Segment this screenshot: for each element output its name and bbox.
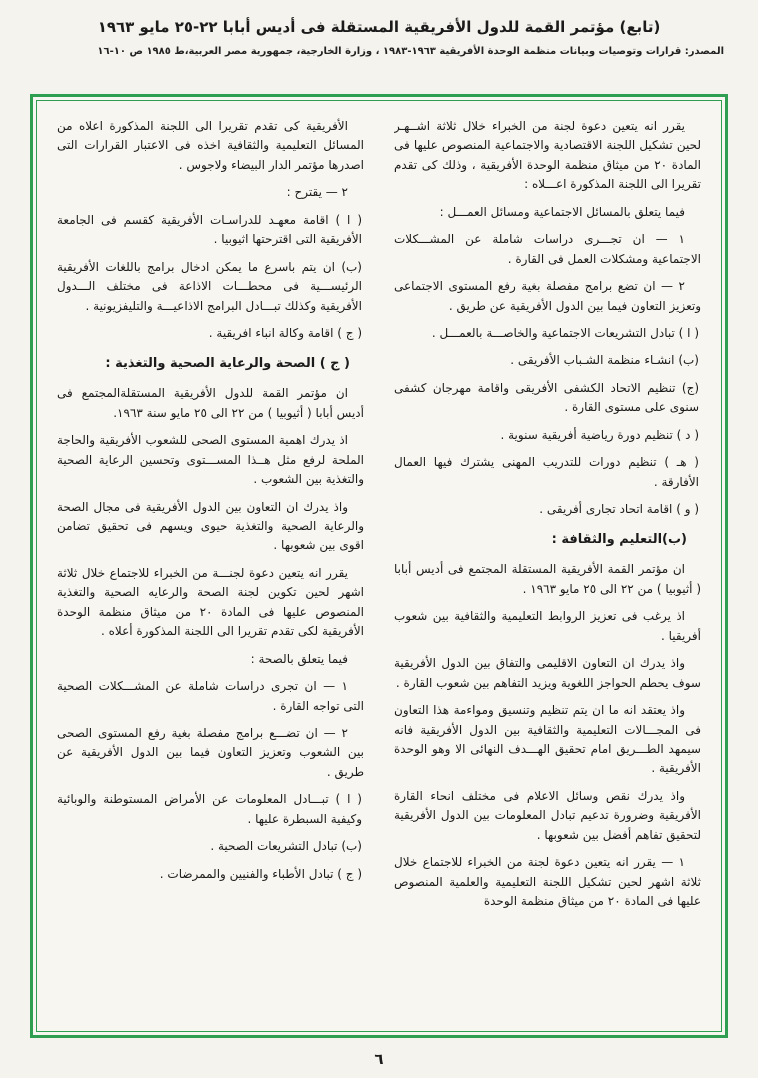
paragraph: واذ يدرك ان التعاون بين الدول الأفريقية فى مجال الصحة والرعاية الصحية والتغذية حيوى ويسهم فى تحقيق تضامن اقوى بين شعوبها . xyxy=(57,499,364,553)
paragraph: ( ج ) اقامة وكالة انباء افريقية . xyxy=(208,325,362,340)
paragraph: ( ا ) تبـــادل المعلومات عن الأمراض المستوطنة والوبائية وكيفية السبطرة عليها . xyxy=(57,792,362,826)
paragraph: (ج) تنظيم الاتحاد الكشفى الأفريقى واقامة مهرجان كشفى سنوى على مستوى القارة . xyxy=(394,380,699,415)
paragraph: واذ يدرك نقص وسائل الاعلام فى مختلف انحاء القارة الأفريقية وضرورة تدعيم تبادل المعلومات بين الدول الأفريقية لتحقيق تفاهم أفضل بين شعوبها . xyxy=(394,788,701,842)
two-column-layout xyxy=(57,117,701,1021)
document-frame xyxy=(30,94,728,1038)
paragraph: واذ يعتقد انه ما ان يتم تنظيم وتنسيق ومواءمة هذا التعاون فى المجـــالات التعليمية والثقافية بين الدول الأفريقية فانه سيمهد الطـــريق امام تحقيق الهـــدف النهائى الا وهو الوحدة الأفريقية . xyxy=(394,703,701,776)
paragraph: ١ — يقرر انه يتعين دعوة لجنة من الخبراء للاجتماع خلال ثلاثة اشهر لحين تشكيل اللجنة التعليمية والعلمية المنصوص عليها فى المادة ٢٠ من ميثاق منظمة الوحدة xyxy=(394,855,701,909)
paragraph: فيما يتعلق بالمسائل الاجتماعية ومسائل العمـــل : xyxy=(439,204,685,219)
paragraph: (ب) تبادل التشريعات الصحية . xyxy=(210,839,362,854)
paragraph: فيما يتعلق بالصحة : xyxy=(250,651,348,666)
source-line: المصدر: قرارات وتوصيات وبيانات منظمة الوحدة الأفريقية ١٩٦٣-١٩٨٣ ، وزارة الخارجية، جمهورية مصر العربية،ط ١٩٨٥ ص ١٠-١٦ xyxy=(97,46,724,57)
paragraph: ان مؤتمر القمة للدول الأفريقية المستقلةالمجتمع فى أديس أبابا ( أثيوبيا ) من ٢٢ الى ٢٥ مايو سنة ١٩٦٣. xyxy=(57,386,364,420)
section-heading: ( ج ) الصحة والرعاية الصحية والتغذية : xyxy=(105,356,350,372)
paragraph: واذ يدرك ان التعاون الاقليمى والتفاق بين الدول الأفريقية سوف يحطم الحواجز اللغوية ويزيد التفاهم بين شعوب القارة . xyxy=(394,656,701,690)
page-number: ٦ xyxy=(374,1050,384,1068)
paragraph: اذ يدرك اهمية المستوى الصحى للشعوب الأفريقية والحاجة الملحة لرفع مثل هــذا المســـتوى وتحسين الرعاية الصحية والتغذية بين الشعوب . xyxy=(57,433,364,487)
paragraph: يقرر انه يتعين دعوة لجنـــة من الخبراء للاجتماع خلال ثلاثة اشهر لحين تكوين لجنة الصحة والرعايه الصحية والتغذية المنصوص عليها فى المادة ٢٠ من ميثاق منظمة الوحدة الأفريقية لكى تقدم تقريرا الى اللجنة المذكورة أعلاه . xyxy=(57,565,364,639)
paragraph: الأفريقية كى تقدم تقريرا الى اللجنة المذكورة اعلاه من المسائل التعليمية والثقافية اخذه فى الاعتبار القرارات التى اصدرها مؤتمر الدار البيضاء ولاجوس . xyxy=(57,119,364,172)
paragraph: ( ج ) تبادل الأطباء والفنيين والممرضات . xyxy=(159,866,362,881)
section-heading: (ب)التعليم والثقافة : xyxy=(551,532,687,548)
paragraph: ١ — ان تجرى دراسات شاملة عن المشـــكلات الصحية التى تواجه القارة . xyxy=(57,679,364,713)
paragraph: ١ — ان تجـــرى دراسات شاملة عن المشـــكلات الاجتماعية ومشكلات العمل فى القارة . xyxy=(394,232,701,266)
paragraph: ٢ — يقترح : xyxy=(286,185,348,200)
paragraph: (ب) انشـاء منظمة الشـباب الأفريقى . xyxy=(510,353,699,368)
paragraph: اذ يرغب فى تعزيز الروابط التعليمية والثقافية بين شعوب أفريقيا . xyxy=(394,609,701,643)
paragraph: ان مؤتمر القمة الأفريقية المستقلة المجتمع فى أديس أبابا ( أثيوبيا ) من ٢٢ الى ٢٥ مايو ١٩٦٣ . xyxy=(394,562,701,596)
left-column xyxy=(57,117,364,1021)
paragraph: ٢ — ان تضـــع برامج مفصلة بغية رفع المستوى الصحى بين الشعوب وتعزيز التعاون فيما بين الدول الأفريقية عن طريق . xyxy=(57,725,364,779)
paragraph: يقرر انه يتعين دعوة لجنة من الخبراء خلال ثلاثة اشــهـر لحين تشكيل اللجنة الاقتصادية والاجتماعية المنصوص عليها فى المادة ٢٠ من ميثاق منظمة الوحدة الأفريقية ، وذلك كى تقدم تقريرا الى اللجنة المذكورة اعـــلاه : xyxy=(394,119,701,192)
page-header xyxy=(0,0,758,57)
paragraph: ( هـ ) تنظيم دورات للتدريب المهنى يشترك فيها العمال الأفارقة . xyxy=(394,455,699,489)
paragraph: ( و ) اقامة اتحاد تجارى أفريقى . xyxy=(539,502,699,516)
paragraph: ( ا ) تبادل التشريعات الاجتماعية والخاصـــة بالعمـــل . xyxy=(431,325,699,340)
paragraph: ( ا ) اقامة معهـد للدراسـات الأفريقية كقسم فى الجامعة الأفريقية التى اقترحتها اثيوبيا . xyxy=(57,212,362,247)
page-title: (تابع) مؤتمر القمة للدول الأفريقية المستقلة فى أديس أبابا ٢٢-٢٥ مايو ١٩٦٣ xyxy=(97,18,661,36)
paragraph: ٢ — ان تضع برامج مفصلة بغية رفع المستوى الاجتماعى وتعزيز التعاون فيما بين الدول الأفريقية عن طريق . xyxy=(394,279,701,313)
paragraph: ( د ) تنظيم دورة رياضية أفريقية سنوية . xyxy=(500,427,699,442)
right-column xyxy=(394,117,701,1021)
paragraph: (ب) ان يتم باسرع ما يمكن ادخال برامج باللغات الأفريقية الرئيســـية فى محطـــات الاذاعة فى مختلف الـــدول الأفريقية وكذلك تبـــادل البرامج الاذاعيـــة والتليفزيونية . xyxy=(57,259,362,313)
document-frame-inner xyxy=(36,100,722,1032)
